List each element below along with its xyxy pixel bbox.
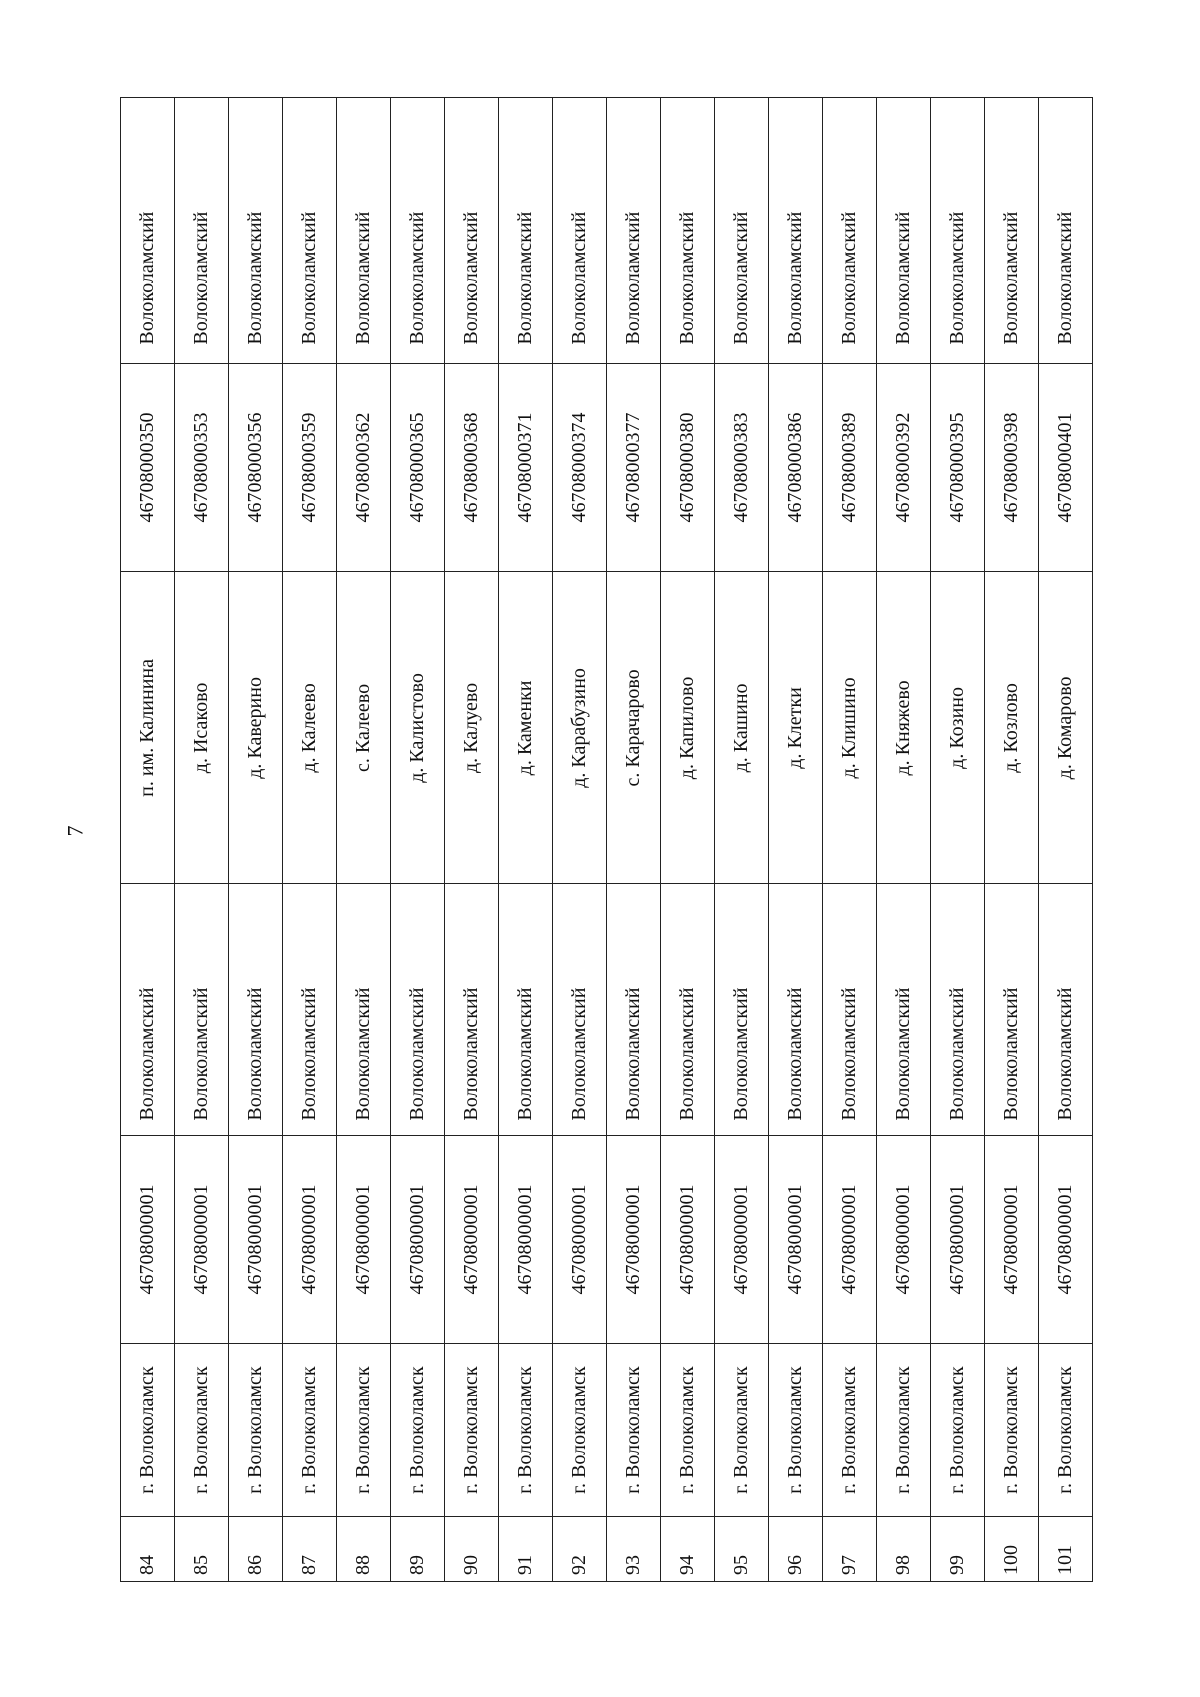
table-row [931, 98, 985, 1582]
settlement-code-cell: 46708000395 [931, 363, 985, 572]
row-number: 84 [121, 1516, 175, 1581]
table-row [715, 98, 769, 1582]
city-district-cell: Волоколамский [175, 884, 229, 1135]
city-district-cell: Волоколамский [877, 884, 931, 1135]
settlement-district-cell: Волоколамский [229, 98, 283, 364]
settlement-cell: д. Клетки [769, 572, 823, 884]
settlement-district-cell: Волоколамский [121, 98, 175, 364]
row-number: 97 [823, 1516, 877, 1581]
city-cell: г. Волоколамск [931, 1344, 985, 1517]
table-row [337, 98, 391, 1582]
table-row [283, 98, 337, 1582]
city-cell: г. Волоколамск [229, 1344, 283, 1517]
settlement-district-cell: Волоколамский [661, 98, 715, 364]
city-district-cell: Волоколамский [931, 884, 985, 1135]
settlement-code-cell: 46708000353 [175, 363, 229, 572]
city-cell: г. Волоколамск [1039, 1344, 1093, 1517]
city-code-cell: 46708000001 [445, 1135, 499, 1344]
row-number: 96 [769, 1516, 823, 1581]
settlement-district-cell: Волоколамский [175, 98, 229, 364]
settlement-cell: д. Исаково [175, 572, 229, 884]
settlement-code-cell: 46708000371 [499, 363, 553, 572]
settlement-cell: п. им. Калинина [121, 572, 175, 884]
settlement-district-cell: Волоколамский [715, 98, 769, 364]
city-code-cell: 46708000001 [121, 1135, 175, 1344]
table-row [445, 98, 499, 1582]
settlement-code-cell: 46708000389 [823, 363, 877, 572]
city-cell: г. Волоколамск [769, 1344, 823, 1517]
settlement-cell: с. Калеево [337, 572, 391, 884]
row-number: 100 [985, 1516, 1039, 1581]
settlement-district-cell: Волоколамский [1039, 98, 1093, 364]
settlement-district-cell: Волоколамский [283, 98, 337, 364]
city-cell: г. Волоколамск [121, 1344, 175, 1517]
city-cell: г. Волоколамск [553, 1344, 607, 1517]
settlement-code-cell: 46708000368 [445, 363, 499, 572]
settlement-district-cell: Волоколамский [931, 98, 985, 364]
city-code-cell: 46708000001 [337, 1135, 391, 1344]
settlement-code-cell: 46708000356 [229, 363, 283, 572]
city-cell: г. Волоколамск [607, 1344, 661, 1517]
city-district-cell: Волоколамский [1039, 884, 1093, 1135]
settlement-cell: д. Калеево [283, 572, 337, 884]
settlement-district-cell: Волоколамский [985, 98, 1039, 364]
row-number: 95 [715, 1516, 769, 1581]
settlement-code-cell: 46708000401 [1039, 363, 1093, 572]
city-district-cell: Волоколамский [553, 884, 607, 1135]
city-district-cell: Волоколамский [661, 884, 715, 1135]
city-cell: г. Волоколамск [391, 1344, 445, 1517]
city-code-cell: 46708000001 [823, 1135, 877, 1344]
city-district-cell: Волоколамский [607, 884, 661, 1135]
city-district-cell: Волоколамский [985, 884, 1039, 1135]
row-number: 87 [283, 1516, 337, 1581]
settlement-cell: д. Клишино [823, 572, 877, 884]
table-row [769, 98, 823, 1582]
row-number: 89 [391, 1516, 445, 1581]
city-code-cell: 46708000001 [661, 1135, 715, 1344]
row-number: 94 [661, 1516, 715, 1581]
table-row [499, 98, 553, 1582]
settlement-district-cell: Волоколамский [391, 98, 445, 364]
city-district-cell: Волоколамский [337, 884, 391, 1135]
settlement-cell: д. Княжево [877, 572, 931, 884]
settlement-code-cell: 46708000359 [283, 363, 337, 572]
settlements-table [120, 97, 1093, 1582]
table-body [121, 98, 1093, 1582]
table-container [120, 97, 1090, 1582]
settlement-cell: д. Кашино [715, 572, 769, 884]
settlement-cell: д. Каверино [229, 572, 283, 884]
settlement-cell: д. Калуево [445, 572, 499, 884]
city-district-cell: Волоколамский [769, 884, 823, 1135]
settlement-district-cell: Волоколамский [499, 98, 553, 364]
settlement-district-cell: Волоколамский [769, 98, 823, 364]
city-code-cell: 46708000001 [175, 1135, 229, 1344]
city-code-cell: 46708000001 [499, 1135, 553, 1344]
city-code-cell: 46708000001 [391, 1135, 445, 1344]
city-cell: г. Волоколамск [877, 1344, 931, 1517]
settlement-code-cell: 46708000386 [769, 363, 823, 572]
city-code-cell: 46708000001 [877, 1135, 931, 1344]
table-row [661, 98, 715, 1582]
settlement-cell: д. Каменки [499, 572, 553, 884]
table-row [391, 98, 445, 1582]
city-code-cell: 46708000001 [985, 1135, 1039, 1344]
settlement-district-cell: Волоколамский [823, 98, 877, 364]
table-row [1039, 98, 1093, 1582]
settlement-cell: д. Козино [931, 572, 985, 884]
city-cell: г. Волоколамск [823, 1344, 877, 1517]
table-row [607, 98, 661, 1582]
settlement-cell: д. Калистово [391, 572, 445, 884]
city-code-cell: 46708000001 [607, 1135, 661, 1344]
city-cell: г. Волоколамск [445, 1344, 499, 1517]
settlement-code-cell: 46708000398 [985, 363, 1039, 572]
city-code-cell: 46708000001 [283, 1135, 337, 1344]
row-number: 98 [877, 1516, 931, 1581]
table-row [823, 98, 877, 1582]
city-cell: г. Волоколамск [715, 1344, 769, 1517]
city-code-cell: 46708000001 [229, 1135, 283, 1344]
table-row [553, 98, 607, 1582]
table-row [985, 98, 1039, 1582]
row-number: 92 [553, 1516, 607, 1581]
settlement-code-cell: 46708000392 [877, 363, 931, 572]
settlement-district-cell: Волоколамский [877, 98, 931, 364]
settlement-code-cell: 46708000377 [607, 363, 661, 572]
city-district-cell: Волоколамский [283, 884, 337, 1135]
city-district-cell: Волоколамский [445, 884, 499, 1135]
settlement-code-cell: 46708000380 [661, 363, 715, 572]
settlement-code-cell: 46708000374 [553, 363, 607, 572]
table-row [175, 98, 229, 1582]
settlement-code-cell: 46708000362 [337, 363, 391, 572]
settlement-district-cell: Волоколамский [553, 98, 607, 364]
city-code-cell: 46708000001 [769, 1135, 823, 1344]
city-cell: г. Волоколамск [499, 1344, 553, 1517]
settlement-district-cell: Волоколамский [445, 98, 499, 364]
city-district-cell: Волоколамский [823, 884, 877, 1135]
page-number: 7 [62, 825, 88, 837]
city-cell: г. Волоколамск [283, 1344, 337, 1517]
row-number: 99 [931, 1516, 985, 1581]
settlement-cell: с. Карачарово [607, 572, 661, 884]
row-number: 91 [499, 1516, 553, 1581]
city-code-cell: 46708000001 [1039, 1135, 1093, 1344]
settlement-cell: д. Козлово [985, 572, 1039, 884]
table-row [121, 98, 175, 1582]
row-number: 93 [607, 1516, 661, 1581]
row-number: 86 [229, 1516, 283, 1581]
city-district-cell: Волоколамский [715, 884, 769, 1135]
city-cell: г. Волоколамск [985, 1344, 1039, 1517]
settlement-cell: д. Комарово [1039, 572, 1093, 884]
city-cell: г. Волоколамск [661, 1344, 715, 1517]
settlement-cell: д. Карабузино [553, 572, 607, 884]
row-number: 101 [1039, 1516, 1093, 1581]
city-cell: г. Волоколамск [175, 1344, 229, 1517]
row-number: 88 [337, 1516, 391, 1581]
city-district-cell: Волоколамский [391, 884, 445, 1135]
table-row [229, 98, 283, 1582]
settlement-code-cell: 46708000383 [715, 363, 769, 572]
city-code-cell: 46708000001 [931, 1135, 985, 1344]
city-cell: г. Волоколамск [337, 1344, 391, 1517]
city-district-cell: Волоколамский [229, 884, 283, 1135]
settlement-district-cell: Волоколамский [607, 98, 661, 364]
settlement-code-cell: 46708000365 [391, 363, 445, 572]
city-code-cell: 46708000001 [715, 1135, 769, 1344]
table-row [877, 98, 931, 1582]
city-district-cell: Волоколамский [499, 884, 553, 1135]
row-number: 90 [445, 1516, 499, 1581]
settlement-cell: д. Капилово [661, 572, 715, 884]
city-code-cell: 46708000001 [553, 1135, 607, 1344]
row-number: 85 [175, 1516, 229, 1581]
city-district-cell: Волоколамский [121, 884, 175, 1135]
settlement-code-cell: 46708000350 [121, 363, 175, 572]
settlement-district-cell: Волоколамский [337, 98, 391, 364]
